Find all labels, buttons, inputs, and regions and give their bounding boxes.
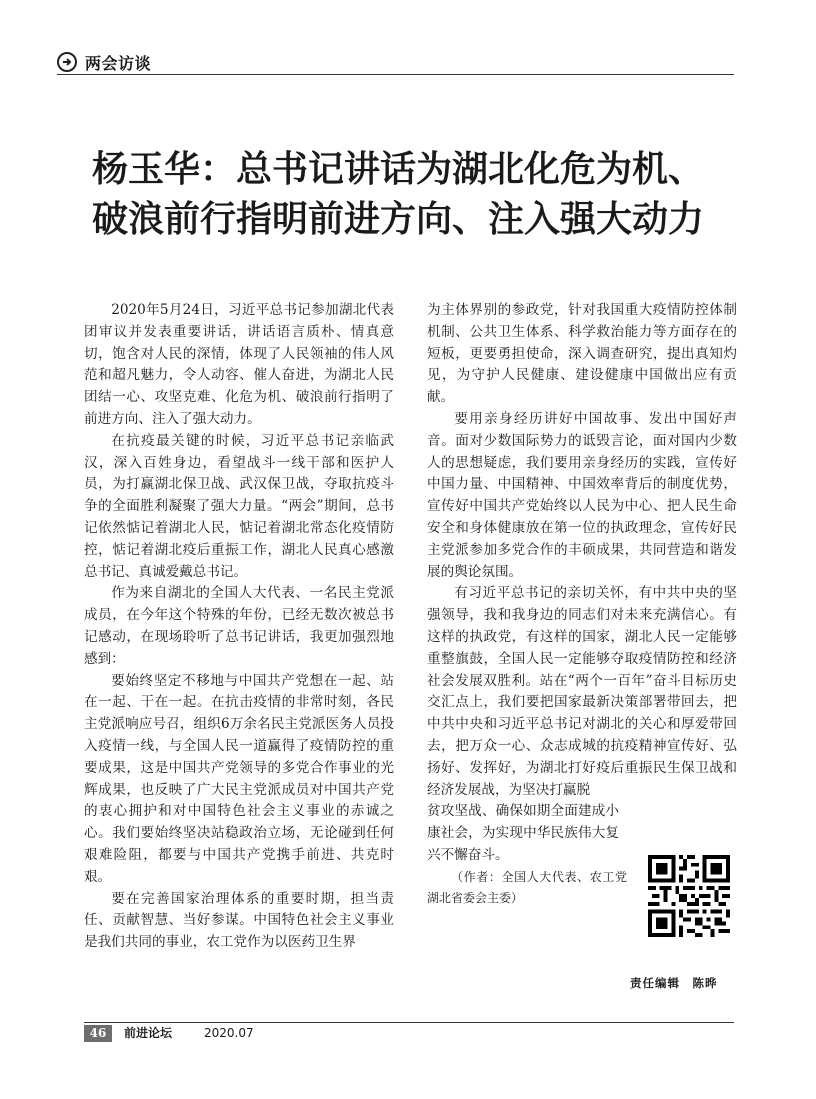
title-line-2: 破浪前行指明前进方向、注入强大动力 bbox=[92, 199, 705, 240]
paragraph: 要用亲身经历讲好中国故事、发出中国好声音。面对少数国际势力的诋毁言论，面对国内少数人的思想疑虑，我们要用亲身经历的实践，宣传好中国力量、中国精神、中国效率背后的制度优势，宣传好中国共产党始终以人民为中心、把人民生命安全和身体健康放在第一位的执政理念，宣传好民主党派参加多党合作的丰硕成果，共同营造和谐发展的舆论氛围。 bbox=[427, 410, 737, 580]
page-number: 46 bbox=[84, 1025, 112, 1042]
footer-divider bbox=[84, 1022, 734, 1023]
header-divider bbox=[57, 74, 734, 75]
left-column bbox=[84, 300, 394, 954]
article-title bbox=[92, 145, 732, 245]
issue-number: 2020.07 bbox=[204, 1026, 254, 1040]
paragraph: 要在完善国家治理体系的重要时期，担当责任、贡献智慧、当好参谋。中国特色社会主义事业是我们共同的事业，农工党作为以医药卫生界 bbox=[84, 890, 394, 951]
paragraph: 在抗疫最关键的时候，习近平总书记亲临武汉，深入百姓身边，看望战斗一线干部和医护人员，为打赢湖北保卫战、武汉保卫战，夺取抗疫斗争的全面胜利凝聚了强大力量。“两会”期间，总书记依然惦记着湖北人民，惦记着湖北常态化疫情防控，惦记着湖北疫后重振工作，湖北人民真心感激总书记、真诚爱戴总书记。 bbox=[84, 432, 394, 580]
paragraph: 作为来自湖北的全国人大代表、一名民主党派成员，在今年这个特殊的年份，已经无数次被总书记感动，在现场聆听了总书记讲话，我更加强烈地感到： bbox=[84, 585, 394, 667]
section-label: 两会访谈 bbox=[85, 54, 152, 73]
title-line-1: 杨玉华：总书记讲话为湖北化危为机、 bbox=[92, 149, 705, 190]
arrow-right-circle-icon bbox=[57, 52, 77, 72]
right-column bbox=[427, 300, 737, 909]
paragraph: 有习近平总书记的亲切关怀，有中共中央的坚强领导，我和我身边的同志们对未来充满信心。有这样的执政党，有这样的国家，湖北人民一定能够重整旗鼓，全国人民一定能够夺取疫情防控和经济社会发展双胜利。站在“两个一百年”奋斗目标历史交汇点上，我们要把国家最新决策部署带回去，把中共中央和习近平总书记对湖北的关心和厚爱带回去，把万众一心、众志成城的抗疫精神宣传好、弘扬好、发挥好，为湖北打好疫后重振民生保卫战和经济发展战，为坚决打赢脱 bbox=[427, 585, 737, 798]
qr-code bbox=[648, 855, 730, 937]
journal-name: 前进论坛 bbox=[124, 1026, 173, 1040]
section-header bbox=[57, 50, 734, 76]
paragraph: 要始终坚定不移地与中国共产党想在一起、站在一起、干在一起。在抗击疫情的非常时刻，各民主党派响应号召，组织6万余名民主党派医务人员投入疫情一线，与全国人民一道赢得了疫情防控的重要成果，这是中国共产党领导的多党合作事业的光辉成果，也反映了广大民主党派成员对中国共产党的衷心拥护和对中国特色社会主义事业的赤诚之心。我们要始终坚决站稳政治立场，无论碰到任何艰难险阻，都要与中国共产党携手前进、共克时艰。 bbox=[84, 672, 394, 885]
paragraph-tail: 贫攻坚战、确保如期全面建成小康社会，为实现中华民族伟大复兴不懈奋斗。 bbox=[427, 803, 619, 863]
page-footer bbox=[84, 1022, 734, 1044]
paragraph: 为主体界别的参政党，针对我国重大疫情防控体制机制、公共卫生体系、科学救治能力等方面存在的短板，更要勇担使命，深入调查研究，提出真知灼见，为守护人民健康、建设健康中国做出应有贡献。 bbox=[427, 302, 737, 406]
editor-credit: 责任编辑 陈晔 bbox=[630, 976, 718, 990]
paragraph: 2020年5月24日，习近平总书记参加湖北代表团审议并发表重要讲话，讲话语言质朴、情真意切，饱含对人民的深情，体现了人民领袖的伟人风范和超凡魅力，令人动容、催人奋进，为湖北人民团结一心、攻坚克难、化危为机、破浪前行指明了前进方向、注入了强大动力。 bbox=[84, 302, 394, 427]
author-note: （作者：全国人大代表、农工党湖北省委会主委） bbox=[427, 869, 627, 905]
